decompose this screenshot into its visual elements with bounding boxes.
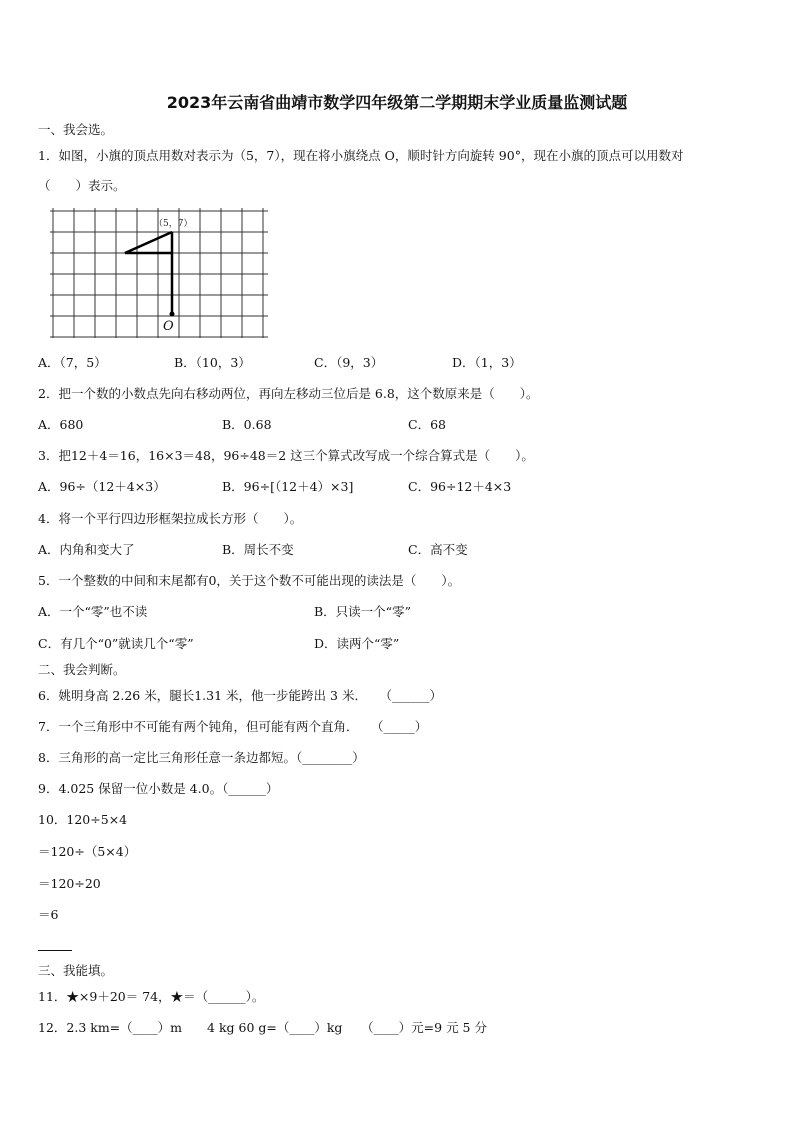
grid-svg [50,208,280,343]
question-11-text: 11．★×9＋20＝ 74，★＝（______）。 [38,989,265,1004]
q1-option-a[interactable]: A．（7，5） [38,355,107,370]
question-10-line-3: ＝120÷20 [38,876,101,891]
q2-option-b[interactable]: B．0.68 [222,417,272,432]
q4-option-b[interactable]: B．周长不变 [222,542,294,557]
question-6-text: 6．姚明身高 2.26 米，腿长1.31 米，他一步能跨出 3 米． （______） [38,688,442,703]
section-heading-3: 三、我能填。 [38,963,114,978]
q3-option-a[interactable]: A．96÷（12＋4×3） [38,479,166,494]
origin-label: O [163,319,174,334]
question-8-text: 8．三角形的高一定比三角形任意一条边都短。（________） [38,750,365,765]
question-10-line-4: ＝6 [38,907,59,922]
q5-option-d[interactable]: D．读两个“零” [314,636,400,651]
section-heading-2: 二、我会判断。 [38,662,126,677]
question-2-text: 2．把一个数的小数点先向右移动两位，再向左移动三位后是 6.8，这个数原来是（ ）。 [38,386,539,401]
question-3-text: 3．把12＋4＝16，16×3＝48，96÷48＝2 这三个算式改写成一个综合算式是（ ）。 [38,448,534,463]
q5-option-c[interactable]: C．有几个“0”就读几个“零” [38,636,194,651]
q1-option-d[interactable]: D．（1，3） [452,355,522,370]
section-heading-1: 一、我会选。 [38,122,114,137]
q3-option-b[interactable]: B．96÷[（12＋4）×3] [222,479,354,494]
q5-option-b[interactable]: B．只读一个“零” [314,604,411,619]
answer-blank-line [38,950,72,951]
q5-option-a[interactable]: A．一个“零”也不读 [38,604,148,619]
q3-option-c[interactable]: C．96÷12＋4×3 [408,479,512,494]
page-title: 2023年云南省曲靖市数学四年级第二学期期末学业质量监测试题 [166,93,628,112]
question-7-text: 7．一个三角形中不可能有两个钝角，但可能有两个直角． （_____） [38,719,428,734]
q4-option-a[interactable]: A．内角和变大了 [38,542,135,557]
question-4-text: 4．将一个平行四边形框架拉成长方形（ ）。 [38,511,303,526]
q4-option-c[interactable]: C．高不变 [408,542,468,557]
question-5-text: 5．一个整数的中间和末尾都有0，关于这个数不可能出现的读法是（ ）。 [38,573,461,588]
q2-option-a[interactable]: A．680 [38,417,84,432]
question-10-line-2: ＝120÷（5×4） [38,844,137,859]
question-1-text: 1．如图，小旗的顶点用数对表示为（5，7），现在将小旗绕点 O，顺时针方向旋转 90°，现在小旗的顶点可以用数对 [38,148,684,163]
question-1-text-cont: （ ）表示。 [38,178,126,193]
question-9-text: 9．4.025 保留一位小数是 4.0。（______） [38,781,279,796]
q2-option-c[interactable]: C．68 [408,417,446,432]
question-10-line-1: 10．120÷5×4 [38,812,128,827]
flag-grid-figure [50,208,280,343]
question-12-text: 12．2.3 km=（____）m 4 kg 60 g=（____）kg （____）元=9 元 5 分 [38,1020,487,1035]
q1-option-c[interactable]: C．（9，3） [314,355,384,370]
flag-vertex-label: （5，7） [154,219,193,229]
q1-option-b[interactable]: B．（10，3） [174,355,251,370]
